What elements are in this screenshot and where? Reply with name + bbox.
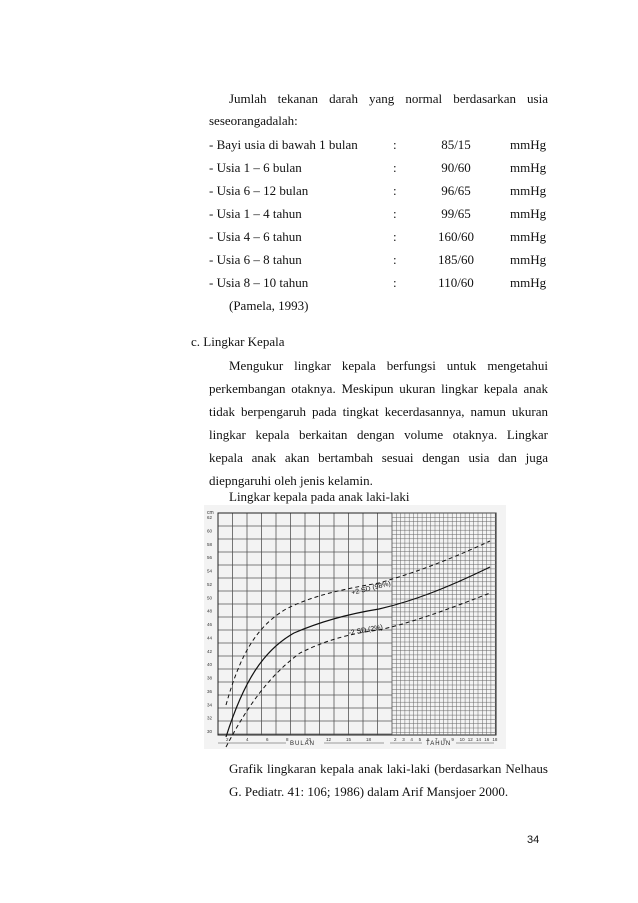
x-tick-year: 5 bbox=[418, 737, 422, 742]
figure-title: Lingkar kepala pada anak laki-laki bbox=[229, 489, 410, 504]
x-tick-month: 12 bbox=[326, 737, 332, 742]
y-tick-label: 36 bbox=[207, 688, 213, 694]
section-heading: c. Lingkar Kepala bbox=[191, 334, 285, 349]
y-tick-label: 60 bbox=[207, 528, 213, 534]
x-tick-month: 8 bbox=[286, 737, 289, 742]
paragraph-line: perkembangan otaknya. Meskipun ukuran lingkar kepala anak bbox=[209, 381, 548, 396]
bp-row-value: 110/60 bbox=[438, 275, 474, 290]
x-tick-year: 2 bbox=[394, 737, 397, 742]
bp-row-label: - Usia 6 – 12 bulan bbox=[209, 183, 309, 198]
bp-row-colon: : bbox=[393, 229, 397, 244]
y-tick-label: 40 bbox=[207, 662, 213, 668]
y-tick-label: 54 bbox=[207, 568, 213, 574]
bp-row-unit: mmHg bbox=[510, 160, 547, 175]
x-tick-month: 18 bbox=[366, 737, 372, 742]
x-tick-year: 18 bbox=[492, 737, 498, 742]
x-tick-month: 2 bbox=[226, 737, 229, 742]
head-circumference-chart bbox=[204, 505, 506, 749]
bp-row-label: - Usia 1 – 4 tahun bbox=[209, 206, 302, 221]
y-tick-label: 42 bbox=[207, 648, 213, 654]
bp-row-colon: : bbox=[393, 206, 397, 221]
y-tick-label: 46 bbox=[207, 622, 213, 627]
x-tick-year: 12 bbox=[467, 737, 473, 742]
paragraph-line: tidak berpengaruh pada tingkat kecerdasannya, namun ukuran bbox=[209, 404, 548, 419]
bp-row-colon: : bbox=[393, 183, 397, 198]
y-tick-label: 48 bbox=[207, 608, 213, 614]
x-tick-year: 8 bbox=[443, 737, 446, 742]
caption-line-2: G. Pediatr. 41: 106; 1986) dalam Arif Mansjoer 2000. bbox=[229, 784, 509, 799]
bp-row-value: 90/60 bbox=[441, 160, 471, 175]
x-tick-month: 15 bbox=[346, 737, 352, 742]
chart-svg bbox=[204, 505, 506, 749]
x-label-months: BULAN bbox=[290, 741, 316, 747]
bp-row-unit: mmHg bbox=[510, 252, 547, 267]
x-tick-month: 6 bbox=[266, 737, 269, 742]
bp-row-value: 85/15 bbox=[441, 137, 471, 152]
x-tick-year: 3 bbox=[402, 737, 405, 742]
y-tick-label: 62 bbox=[207, 515, 213, 520]
bp-row-label: - Usia 6 – 8 tahun bbox=[209, 252, 302, 267]
y-tick-label: 38 bbox=[207, 675, 213, 681]
bp-row-label: - Usia 8 – 10 tahun bbox=[209, 275, 309, 290]
lower-sd-label: -2 SD (2%) bbox=[348, 624, 384, 637]
x-tick-year: 7 bbox=[435, 737, 438, 742]
y-tick-label: 52 bbox=[207, 581, 213, 587]
x-tick-month: 4 bbox=[246, 737, 249, 742]
page-number: 34 bbox=[527, 834, 540, 846]
citation: (Pamela, 1993) bbox=[229, 298, 309, 313]
y-tick-label: 30 bbox=[207, 729, 213, 734]
bp-row-unit: mmHg bbox=[510, 229, 547, 244]
bp-row-unit: mmHg bbox=[510, 137, 547, 152]
x-tick-year: 9 bbox=[451, 737, 454, 742]
bp-row-value: 99/65 bbox=[441, 206, 471, 221]
y-tick-label: 44 bbox=[207, 635, 213, 641]
bp-row-colon: : bbox=[393, 275, 397, 290]
paragraph-line: kepala anak akan bertambah sesuai dengan usia dan juga bbox=[209, 450, 548, 465]
bp-row-unit: mmHg bbox=[510, 206, 547, 221]
bp-row-unit: mmHg bbox=[510, 183, 547, 198]
y-tick-label: 50 bbox=[207, 595, 213, 601]
y-tick-label: 58 bbox=[207, 541, 213, 547]
bp-row-unit: mmHg bbox=[510, 275, 547, 290]
caption-line-1: Grafik lingkaran kepala anak laki-laki (berdasarkan Nelhaus bbox=[229, 761, 548, 776]
y-tick-label: 56 bbox=[207, 555, 213, 561]
y-tick-label: 34 bbox=[207, 702, 213, 708]
x-tick-year: 10 bbox=[459, 737, 465, 742]
intro-line-1: Jumlah tekanan darah yang normal berdasarkan usia bbox=[229, 91, 548, 106]
x-tick-year: 4 bbox=[410, 737, 413, 742]
x-tick-year: 14 bbox=[476, 737, 482, 742]
paragraph-line: Mengukur lingkar kepala berfungsi untuk mengetahui bbox=[229, 358, 548, 373]
paragraph-line: diepngaruhi oleh jenis kelamin. bbox=[209, 473, 373, 488]
upper-sd-label: +2 SD (98%) bbox=[350, 580, 392, 597]
bp-row-colon: : bbox=[393, 252, 397, 267]
y-tick-label: 32 bbox=[207, 715, 213, 721]
x-label-years: TAHUN bbox=[426, 741, 452, 747]
bp-row-label: - Usia 1 – 6 bulan bbox=[209, 160, 302, 175]
bp-row-value: 160/60 bbox=[437, 229, 475, 244]
bp-row-colon: : bbox=[393, 137, 397, 152]
bp-row-value: 185/60 bbox=[437, 252, 475, 267]
bp-row-value: 96/65 bbox=[441, 183, 471, 198]
y-unit-label: cm bbox=[207, 510, 214, 516]
x-tick-year: 6 bbox=[426, 737, 430, 742]
intro-line-2: seseorangadalah: bbox=[209, 113, 298, 128]
x-tick-month: 10 bbox=[306, 737, 312, 742]
bp-row-colon: : bbox=[393, 160, 397, 175]
x-tick-year: 16 bbox=[484, 737, 490, 742]
paragraph-line: lingkar kepala berkaitan dengan volume otaknya. Lingkar bbox=[209, 427, 548, 442]
bp-row-label: - Usia 4 – 6 tahun bbox=[209, 229, 302, 244]
bp-row-label: - Bayi usia di bawah 1 bulan bbox=[209, 137, 358, 152]
